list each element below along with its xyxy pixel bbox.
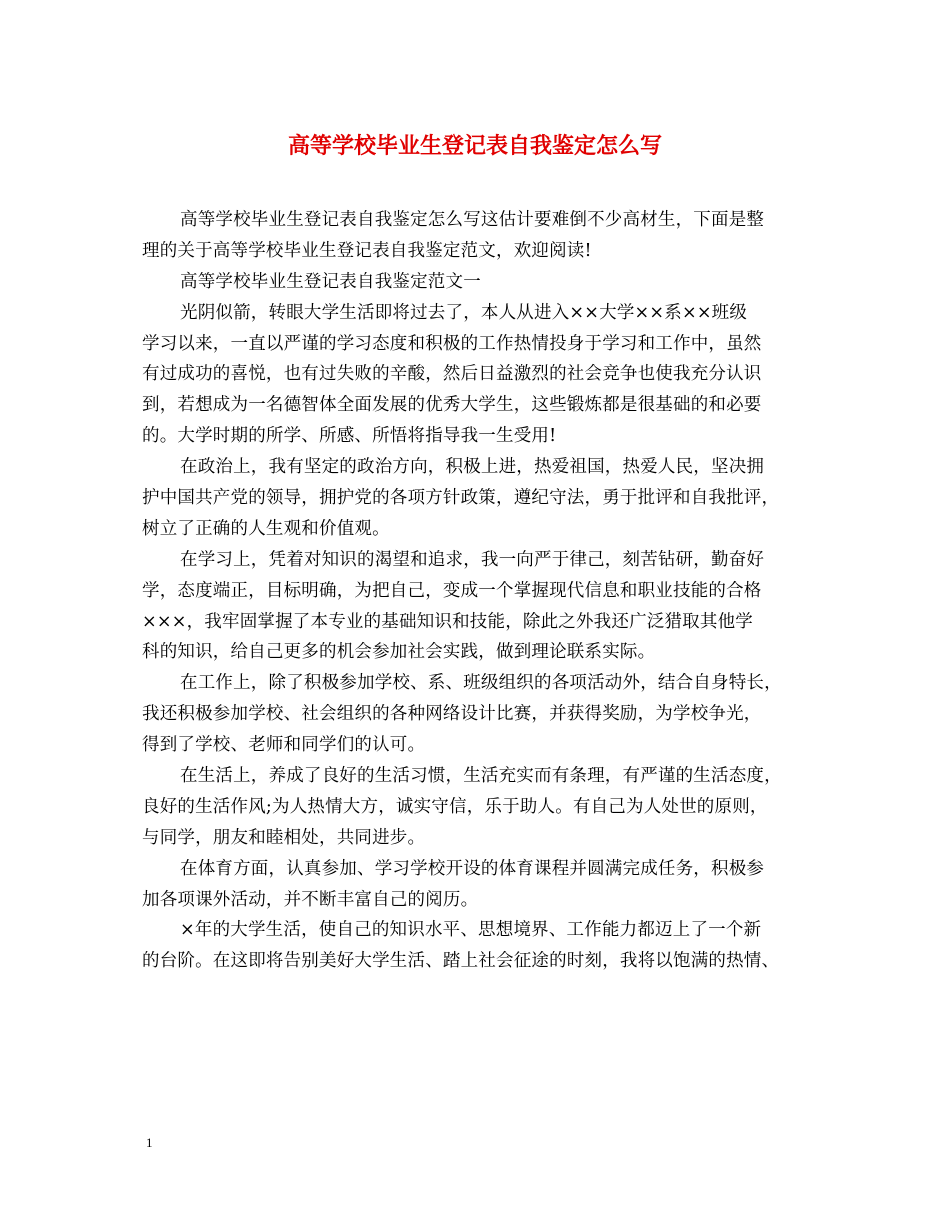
text-line: 光阴似箭，转眼大学生活即将过去了，本人从进入××大学××系××班级 [180,302,748,323]
text-line: 我还积极参加学校、社会组织的各种网络设计比赛，并获得奖励，为学校争光， [142,704,762,725]
text-line: 树立了正确的人生观和价值观。 [142,518,390,539]
text-line: 高等学校毕业生登记表自我鉴定怎么写这估计要难倒不少高材生，下面是整 [180,210,765,230]
text-line: 的台阶。在这即将告别美好大学生活、踏上社会征途的时刻，我将以饱满的热情、 [142,951,780,972]
text-line: 科的知识，给自己更多的机会参加社会实践，做到理论联系实际。 [142,642,656,663]
text-line: ×××，我牢固掌握了本专业的基础知识和技能，除此之外我还广泛猎取其他学 [142,611,753,632]
text-line: 有过成功的喜悦，也有过失败的辛酸，然后日益激烈的社会竞争也使我充分认识 [142,364,762,385]
text-line: 护中国共产党的领导，拥护党的各项方针政策，遵纪守法，勇于批评和自我批评， [142,488,780,509]
text-line: 在学习上，凭着对知识的渴望和追求，我一向严于律己，刻苦钻研，勤奋好 [180,549,765,570]
text-line: 加各项课外活动，并不断丰富自己的阅历。 [142,889,479,910]
document-body [142,205,814,977]
text-line: 在工作上，除了积极参加学校、系、班级组织的各项活动外，结合自身特长， [180,673,782,694]
text-line: 学，态度端正，目标明确，为把自己，变成一个掌握现代信息和职业技能的合格 [142,580,762,601]
text-line: 在政治上，我有坚定的政治方向，积极上进，热爱祖国，热爱人民，坚决拥 [180,457,765,478]
text-line: 理的关于高等学校毕业生登记表自我鉴定范文，欢迎阅读! [142,240,592,261]
text-line: 在生活上，养成了良好的生活习惯，生活充实而有条理，有严谨的生活态度， [180,766,782,787]
text-line: 良好的生活作风;为人热情大方，诚实守信，乐于助人。有自己为人处世的原则， [142,796,768,817]
text-line: 与同学，朋友和睦相处，共同进步。 [142,827,426,848]
document-title: 高等学校毕业生登记表自我鉴定怎么写 [287,133,662,159]
text-line: 的。大学时期的所学、所感、所悟将指导我一生受用! [142,426,557,447]
text-line: 高等学校毕业生登记表自我鉴定范文一 [180,271,481,292]
page-number: 1 [146,1135,153,1150]
text-line: ×年的大学生活，使自己的知识水平、思想境界、工作能力都迈上了一个新 [180,920,762,941]
text-line: 在体育方面，认真参加、学习学校开设的体育课程并圆满完成任务，积极参 [180,858,765,879]
text-line: 学习以来，一直以严谨的学习态度和积极的工作热情投身于学习和工作中，虽然 [142,333,762,354]
text-line: 得到了学校、老师和同学们的认可。 [142,735,426,756]
text-line: 到，若想成为一名德智体全面发展的优秀大学生，这些锻炼都是很基础的和必要 [142,395,762,416]
